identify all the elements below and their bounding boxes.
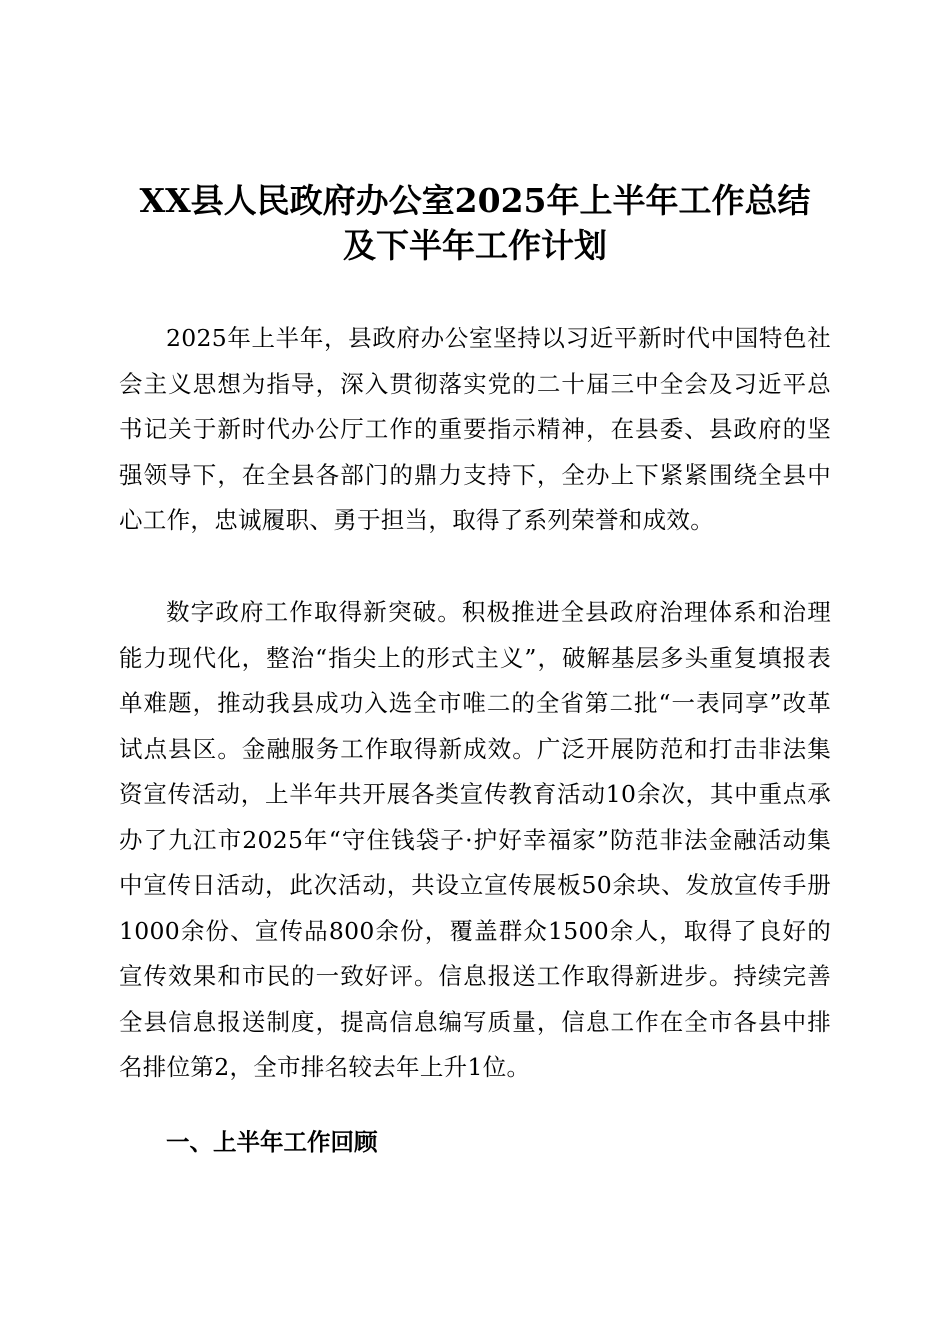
intro-paragraph: 2025年上半年，县政府办公室坚持以习近平新时代中国特色社会主义思想为指导，深入贯彻落实党的二十届三中全会及习近平总书记关于新时代办公厅工作的重要指示精神，在县委、县政府的坚强领导下，在全县各部门的鼎力支持下，全办上下紧紧围绕全县中心工作，忠诚履职、勇于担当，取得了系列荣誉和成效。: [119, 324, 831, 534]
section-heading: 一、上半年工作回顾: [166, 1128, 378, 1156]
achievements-paragraph: 数字政府工作取得新突破。积极推进全县政府治理体系和治理能力现代化，整治“指尖上的形式主义”，破解基层多头重复填报表单难题，推动我县成功入选全市唯二的全省第二批“一表同享”改革试点县区。金融服务工作取得新成效。广泛开展防范和打击非法集资宣传活动，上半年共开展各类宣传教育活动10余次，其中重点承办了九江市2025年“守住钱袋子·护好幸福家”防范非法金融活动集中宣传日活动，此次活动，共设立宣传展板50余块、发放宣传手册1000余份、宣传品800余份，覆盖群众1500余人，取得了良好的宣传效果和市民的一致好评。信息报送工作取得新进步。持续完善全县信息报送制度，提高信息编写质量，信息工作在全市各县中排名排位第2，全市排名较去年上升1位。: [119, 598, 831, 1081]
document-title: [95, 178, 855, 268]
title-line-1: XX县人民政府办公室2025年上半年工作总结: [139, 181, 811, 220]
title-line-2: 及下半年工作计划: [343, 226, 607, 265]
